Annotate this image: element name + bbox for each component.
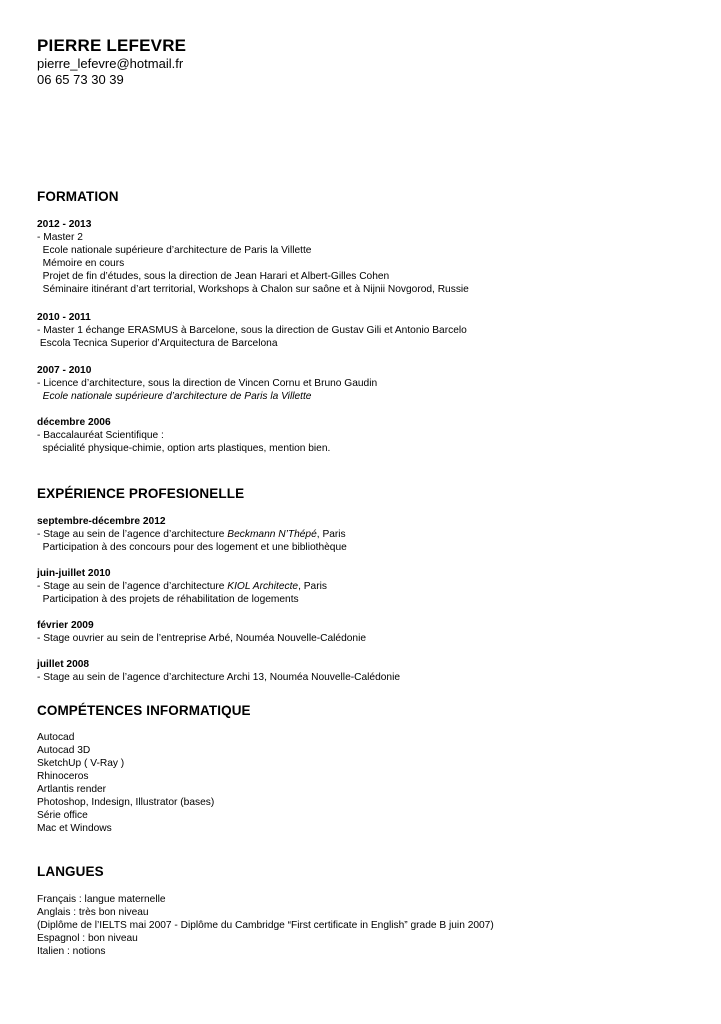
experience-date: juillet 2008 (37, 659, 90, 670)
formation-date: 2007 - 2010 (37, 365, 92, 376)
language-item: (Diplôme de l’IELTS mai 2007 - Diplôme du Cambridge “First certificate in English” grade B juin 2007) (37, 920, 494, 931)
formation-line: - Licence d’architecture, sous la direction de Vincen Cornu et Bruno Gaudin (37, 378, 378, 389)
formation-line: - Master 1 échange ERASMUS à Barcelone, sous la direction de Gustav Gili et Antonio Barcelo (37, 325, 467, 336)
formation-date: 2012 - 2013 (37, 219, 92, 230)
language-item: Français : langue maternelle (37, 894, 166, 905)
formation-line: Ecole nationale supérieure d’architecture de Paris la Villette (37, 245, 312, 256)
formation-line: - Baccalauréat Scientifique : (37, 430, 164, 441)
experience-line: Participation à des concours pour des logement et une bibliothèque (37, 542, 347, 553)
experience-heading: EXPÉRIENCE PROFESIONELLE (37, 486, 245, 501)
experience-text: , Paris (316, 529, 346, 540)
skill-item: Mac et Windows (37, 823, 112, 834)
skill-item: Rhinoceros (37, 771, 89, 782)
formation-date: 2010 - 2011 (37, 312, 91, 323)
skill-item: Série office (37, 810, 88, 821)
experience-date: juin-juillet 2010 (37, 568, 111, 579)
experience-date: février 2009 (37, 620, 94, 631)
formation-line: Mémoire en cours (37, 258, 125, 269)
agency-name: Beckmann N’Thépé (227, 529, 317, 540)
experience-text: - Stage au sein de l’agence d’architecture (37, 581, 228, 592)
experience-date: septembre-décembre 2012 (37, 516, 166, 527)
skill-item: Autocad 3D (37, 745, 91, 756)
language-item: Anglais : très bon niveau (37, 907, 149, 918)
formation-heading: FORMATION (37, 189, 119, 204)
skills-heading: COMPÉTENCES INFORMATIQUE (37, 703, 251, 718)
experience-text: , Paris (298, 581, 327, 592)
formation-line: Séminaire itinérant d’art territorial, Workshops à Chalon sur saône et à Nijnii Novgorod, Russie (37, 284, 469, 295)
experience-line: - Stage ouvrier au sein de l’entreprise Arbé, Nouméa Nouvelle-Calédonie (37, 633, 367, 644)
language-item: Espagnol : bon niveau (37, 933, 138, 944)
experience-line: Participation à des projets de réhabilitation de logements (37, 594, 299, 605)
email-text: pierre_lefevre@hotmail.fr (37, 56, 184, 71)
formation-line: Escola Tecnica Superior d’Arquitectura de Barcelona (37, 338, 278, 349)
language-item: Italien : notions (37, 946, 106, 957)
experience-line (37, 580, 327, 593)
skill-item: Photoshop, Indesign, Illustrator (bases) (37, 797, 215, 808)
formation-line: Projet de fin d’études, sous la direction de Jean Harari et Albert-Gilles Cohen (37, 271, 390, 282)
skill-item: Artlantis render (37, 784, 107, 795)
experience-line: - Stage au sein de l’agence d’architecture Archi 13, Nouméa Nouvelle-Calédonie (37, 672, 401, 683)
formation-line: - Master 2 (37, 232, 83, 243)
phone-text: 06 65 73 30 39 (37, 72, 124, 87)
resume-name: PIERRE LEFEVRE (37, 36, 187, 55)
skill-item: Autocad (37, 732, 75, 743)
skill-item: SketchUp ( V-Ray ) (37, 758, 125, 769)
formation-line: Ecole nationale supérieure d’architecture de Paris la Villette (37, 391, 312, 402)
experience-text: - Stage au sein de l’agence d’architecture (37, 529, 228, 540)
languages-heading: LANGUES (37, 864, 104, 879)
formation-line: spécialité physique-chimie, option arts plastiques, mention bien. (37, 443, 331, 454)
experience-line (37, 528, 346, 541)
agency-name: KIOL Architecte (227, 581, 299, 592)
formation-date: décembre 2006 (37, 417, 111, 428)
